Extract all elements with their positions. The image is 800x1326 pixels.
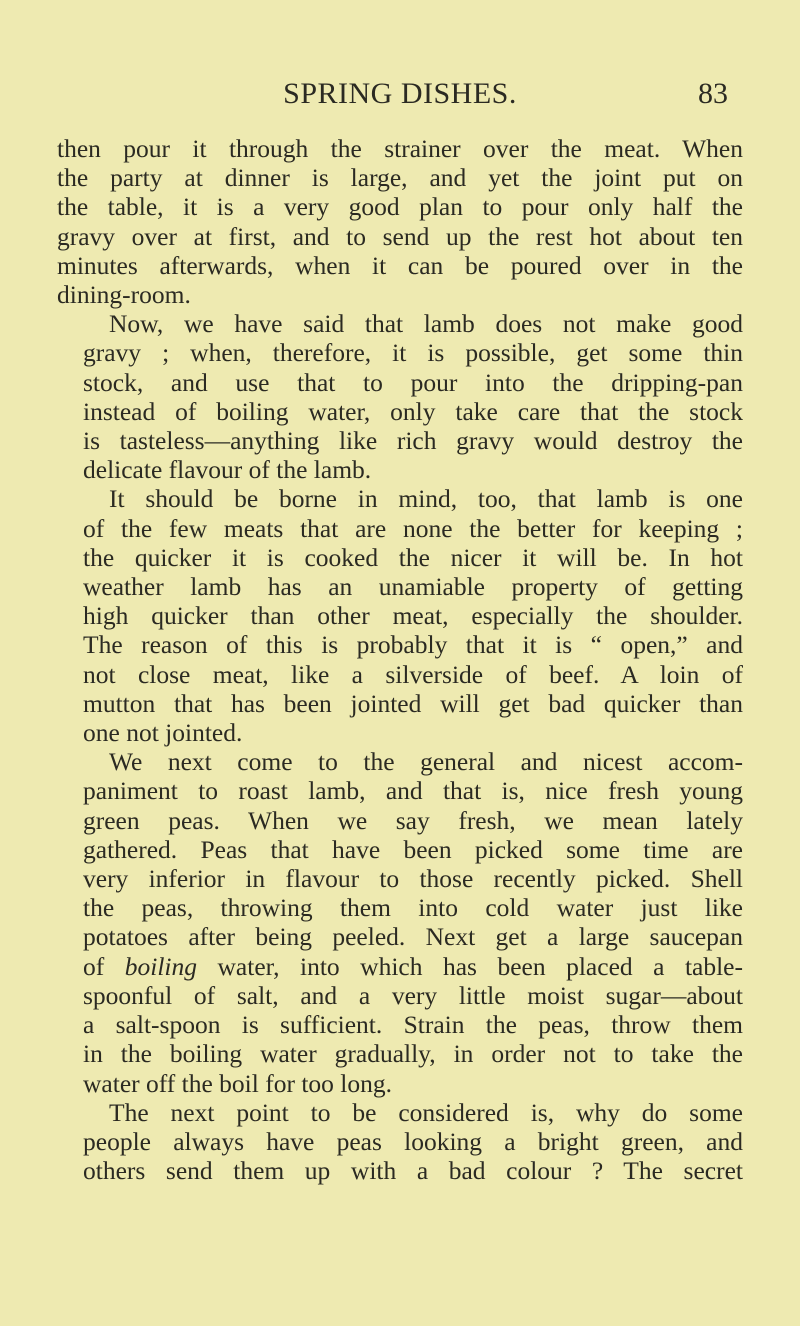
running-title: SPRING DISHES. bbox=[283, 77, 517, 110]
text-line: The next point to be considered is, why do some bbox=[109, 1097, 743, 1127]
text-line: delicate flavour of the lamb. bbox=[83, 455, 372, 485]
body-text bbox=[57, 134, 743, 1185]
text-line: minutes afterwards, when it can be poured over in the bbox=[57, 250, 743, 280]
text-fragment: of bbox=[83, 951, 125, 981]
emphasized-word: boiling bbox=[124, 951, 198, 981]
text-line: spoonful of salt, and a very little moist sugar—about bbox=[83, 980, 743, 1010]
text-line: one not jointed. bbox=[83, 718, 243, 748]
text-line: mutton that has been jointed will get bad quicker than bbox=[83, 688, 743, 718]
text-line: paniment to roast lamb, and that is, nice fresh young bbox=[83, 776, 743, 806]
paragraph bbox=[57, 484, 743, 747]
text-line: a salt-spoon is sufficient. Strain the peas, throw them bbox=[83, 1010, 743, 1040]
text-line: weather lamb has an unamiable property of getting bbox=[83, 572, 743, 602]
text-line: the peas, throwing them into cold water just like bbox=[83, 893, 743, 923]
text-line: dining-room. bbox=[57, 280, 191, 310]
text-line: the quicker it is cooked the nicer it will be. In hot bbox=[83, 542, 743, 572]
text-line: others send them up with a bad colour ? The secret bbox=[83, 1156, 743, 1186]
paragraph bbox=[57, 309, 743, 484]
text-line: in the boiling water gradually, in order not to take the bbox=[83, 1039, 743, 1069]
text-line: not close meat, like a silverside of beef. A loin of bbox=[83, 659, 743, 689]
paragraph bbox=[57, 1098, 743, 1186]
text-line: water off the boil for too long. bbox=[83, 1068, 393, 1098]
text-line: gravy over at first, and to send up the rest hot about ten bbox=[57, 221, 743, 251]
page-number: 83 bbox=[698, 77, 728, 110]
text-line: very inferior in flavour to those recently picked. Shell bbox=[83, 864, 743, 894]
text-line: instead of boiling water, only take care that the stock bbox=[83, 396, 743, 426]
text-line-italic-word bbox=[57, 952, 743, 981]
text-line: It should be borne in mind, too, that lamb is one bbox=[109, 484, 743, 514]
text-line: of the few meats that are none the better for keeping ; bbox=[83, 513, 743, 543]
text-line: is tasteless—anything like rich gravy would destroy the bbox=[83, 426, 743, 456]
paragraph bbox=[57, 134, 743, 309]
text-line: then pour it through the strainer over the meat. When bbox=[57, 134, 743, 163]
text-line: potatoes after being peeled. Next get a large saucepan bbox=[83, 922, 743, 952]
text-line: We next come to the general and nicest accom- bbox=[109, 747, 743, 777]
text-line: gravy ; when, therefore, it is possible, get some thin bbox=[83, 338, 743, 368]
text-line: stock, and use that to pour into the dripping-pan bbox=[83, 367, 743, 397]
text-fragment: water, into which has been placed a table- bbox=[197, 951, 743, 981]
text-line: high quicker than other meat, especially the shoulder. bbox=[83, 601, 743, 631]
text-line: the party at dinner is large, and yet the joint put on bbox=[57, 163, 743, 193]
paragraph bbox=[57, 747, 743, 1097]
text-line: the table, it is a very good plan to pour only half the bbox=[57, 192, 743, 222]
text-line: gathered. Peas that have been picked some time are bbox=[83, 834, 743, 864]
text-line: Now, we have said that lamb does not make good bbox=[109, 309, 743, 339]
text-line: people always have peas looking a bright green, and bbox=[83, 1126, 743, 1156]
running-head bbox=[0, 74, 800, 114]
text-line: The reason of this is probably that it is “ open,” and bbox=[83, 630, 743, 660]
text-line: green peas. When we say fresh, we mean lately bbox=[83, 805, 743, 835]
